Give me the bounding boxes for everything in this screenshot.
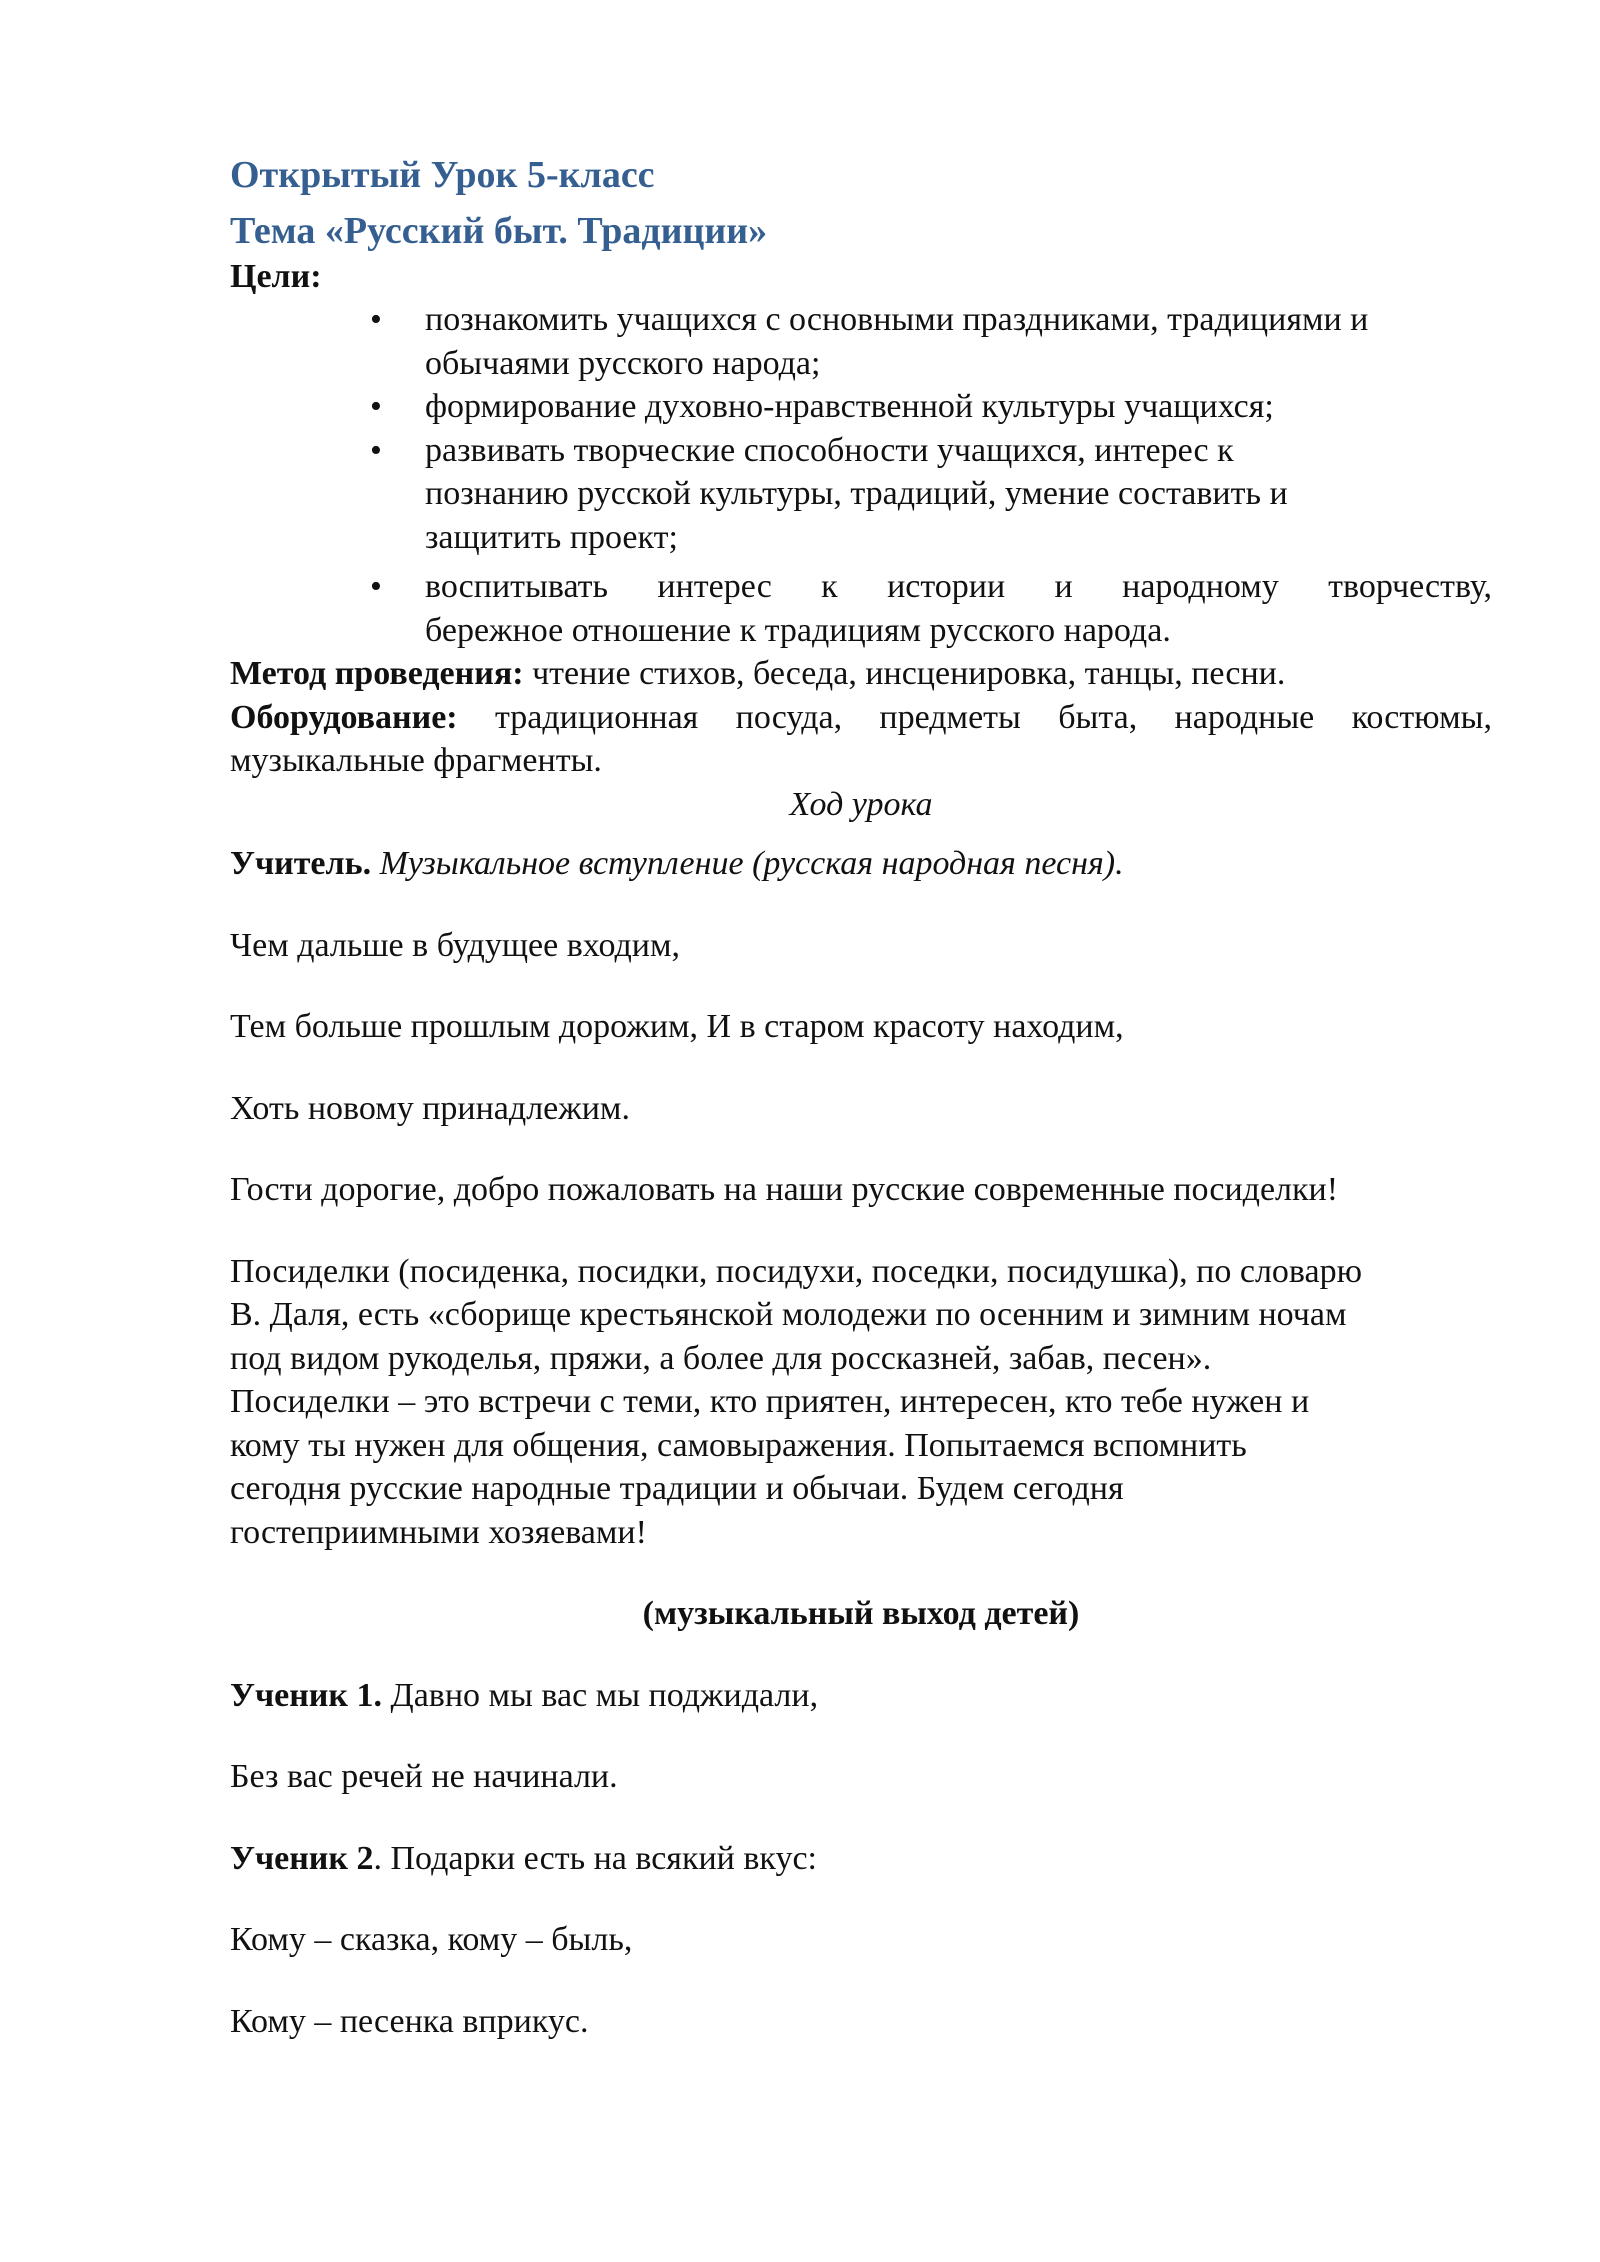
equipment-text-line2: музыкальные фрагменты. (230, 742, 602, 779)
goals-list (230, 298, 1492, 652)
goal-item (230, 565, 1492, 652)
goal-text-line: формирование духовно-нравственной культуры учащихся; (425, 388, 1274, 425)
bullet-icon: • (370, 388, 382, 425)
method-text: чтение стихов, беседа, инсценировка, танцы, песни. (523, 655, 1286, 692)
goals-heading: Цели: (230, 258, 322, 295)
equipment-text: традиционная посуда, предметы быта, народные костюмы, (457, 698, 1492, 736)
teacher-label: Учитель. (230, 845, 372, 882)
document-title: Открытый Урок 5-класс (230, 154, 655, 196)
teacher-paragraph (230, 842, 1492, 886)
paragraph-line: Посиделки – это встречи с теми, кто приятен, интересен, кто тебе нужен и (230, 1383, 1310, 1420)
paragraph-line: под видом рукоделья, пряжи, а более для россказней, забав, песен». (230, 1339, 1212, 1377)
student2-label: Ученик 2 (230, 1839, 374, 1877)
paragraph-line: сегодня русские народные традиции и обычаи. Будем сегодня (230, 1470, 1124, 1507)
equipment-label: Оборудование: (230, 698, 458, 736)
student2-line: Кому – сказка, кому – быль, (230, 1921, 633, 1958)
teacher-text: Музыкальное вступление (русская народная песня). (371, 845, 1124, 882)
poem-line: Тем больше прошлым дорожим, И в старом красоту находим, (230, 1008, 1124, 1045)
poem-line: Чем дальше в будущее входим, (230, 926, 681, 964)
goal-text-line: бережное отношение к традициям русского народа. (425, 611, 1171, 649)
student1-paragraph (230, 1674, 1492, 1718)
document-page (230, 150, 1492, 2043)
paragraph-line: гостеприимными хозяевами! (230, 1513, 647, 1551)
goal-item (230, 385, 1492, 429)
student1-text: Давно мы вас мы поджидали, (382, 1676, 819, 1714)
student2-text: . Подарки есть на всякий вкус: (373, 1839, 817, 1877)
bullet-icon: • (370, 431, 382, 469)
goal-text-line: познакомить учащихся с основными праздниками, традициями и (425, 301, 1369, 338)
goal-text-line: познанию русской культуры, традиций, умение составить и (425, 475, 1288, 512)
lesson-progress-heading: Ход урока (789, 785, 933, 823)
student2-line: Кому – песенка вприкус. (230, 2002, 589, 2040)
bullet-icon: • (370, 568, 382, 605)
student1-line: Без вас речей не начинали. (230, 1758, 618, 1795)
equipment-paragraph (230, 696, 1492, 740)
paragraph-line: В. Даля, есть «сборище крестьянской молодежи по осенним и зимним ночам (230, 1296, 1347, 1333)
paragraph-line: Посиделки (посиденка, посидки, посидухи, поседки, посидушка), по словарю (230, 1252, 1363, 1290)
goal-text-line: защитить проект; (425, 518, 678, 556)
bullet-icon: • (370, 301, 382, 338)
goal-text-line: обычаями русского народа; (425, 344, 821, 382)
lesson-topic: Тема «Русский быт. Традиции» (230, 210, 768, 252)
paragraph-line: кому ты нужен для общения, самовыражения. Попытаемся вспомнить (230, 1426, 1247, 1464)
student1-label: Ученик 1. (230, 1676, 382, 1714)
student2-paragraph (230, 1837, 1492, 1881)
poem-line: Хоть новому принадлежим. (230, 1089, 630, 1127)
method-paragraph (230, 652, 1492, 696)
greeting-paragraph: Гости дорогие, добро пожаловать на наши русские современные посиделки! (230, 1171, 1339, 1208)
posidelki-paragraph (230, 1250, 1492, 1555)
goal-item (230, 298, 1492, 385)
music-exit-heading: (музыкальный выход детей) (642, 1595, 1080, 1632)
method-label: Метод проведения: (230, 655, 524, 692)
goal-item (230, 429, 1492, 560)
goal-text-line: воспитывать интерес к истории и народному творчеству, (425, 568, 1492, 605)
goal-text-line: развивать творческие способности учащихся, интерес к (425, 431, 1234, 469)
